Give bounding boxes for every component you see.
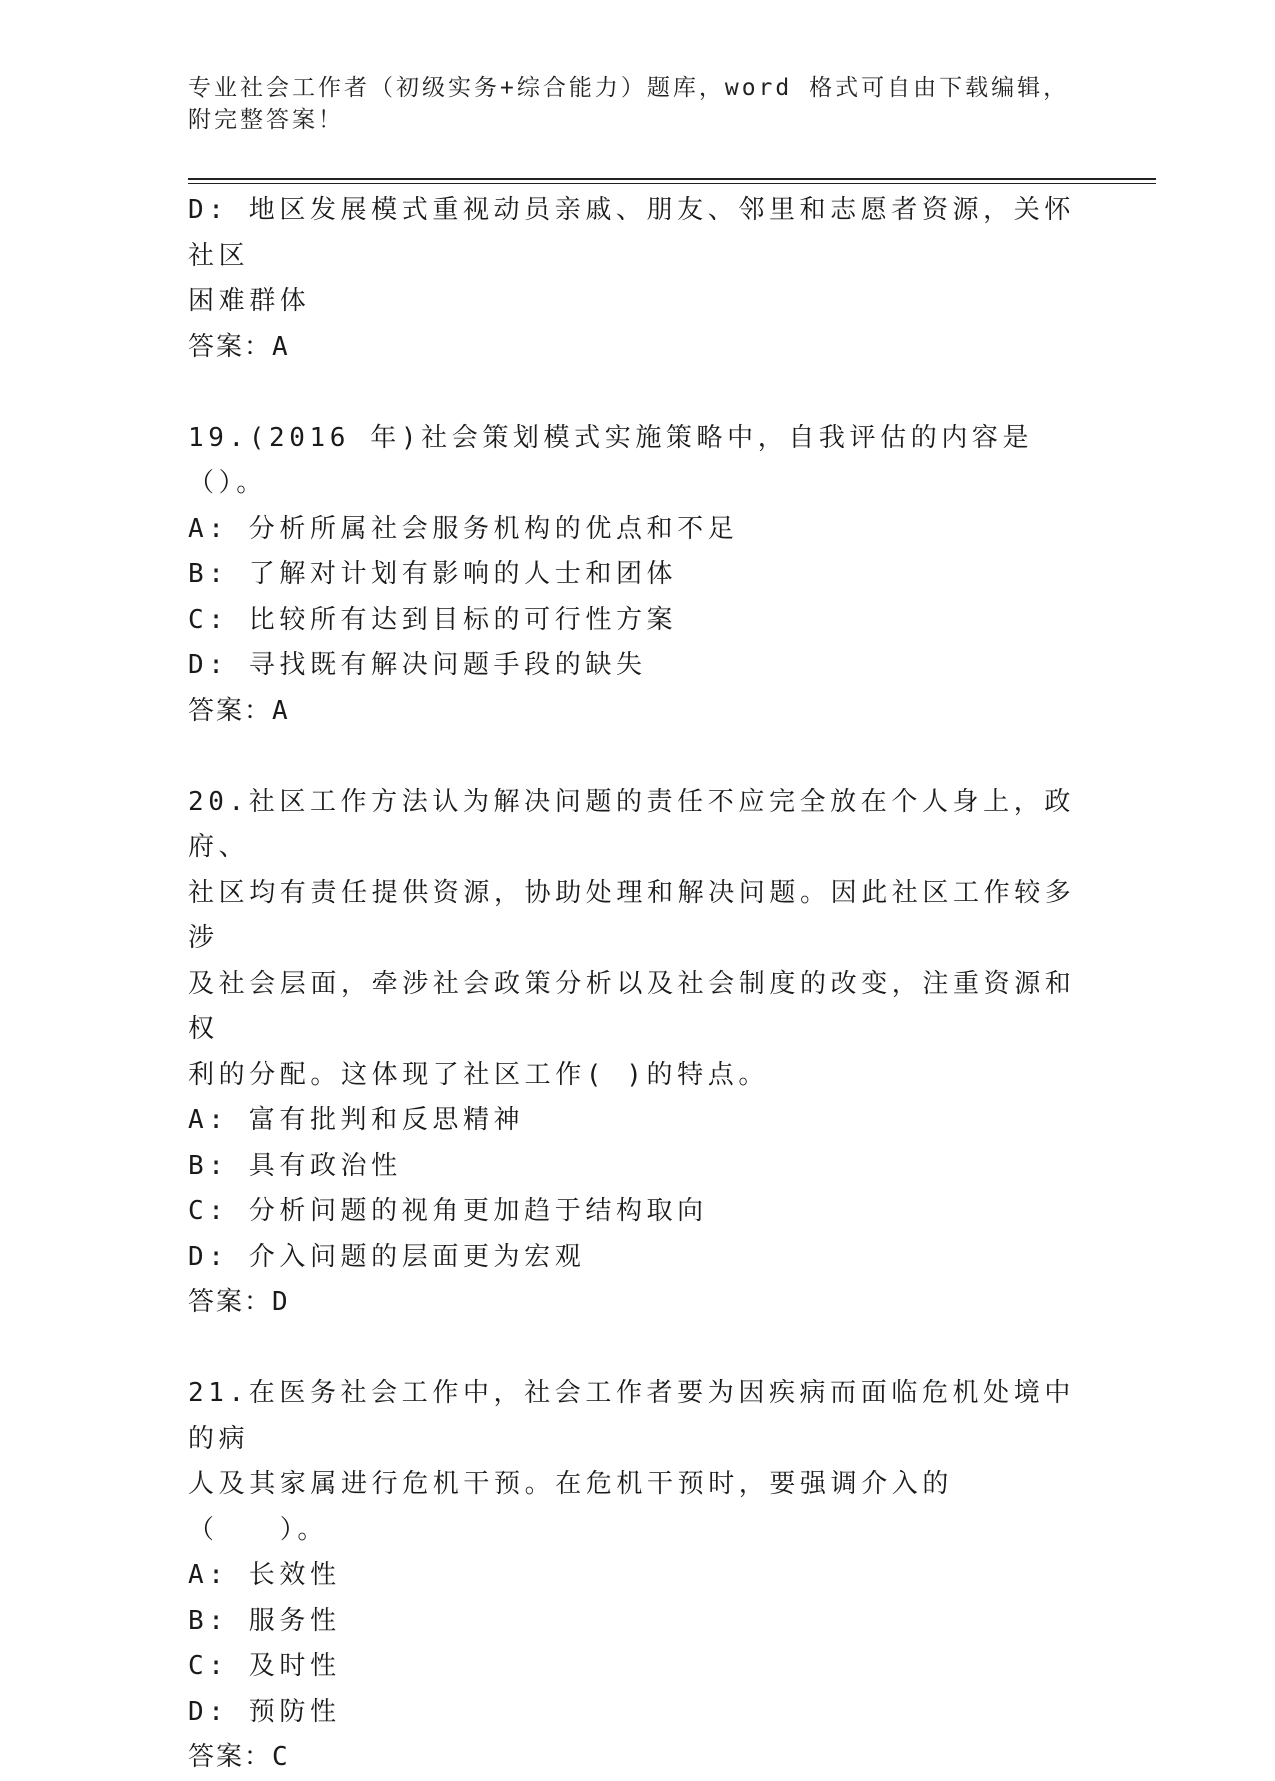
question-21 — [188, 1371, 1088, 1781]
option-a: A: 分析所属社会服务机构的优点和不足 — [188, 513, 739, 544]
question-stem-line: 利的分配。这体现了社区工作( )的特点。 — [188, 1059, 769, 1090]
question-stem-line: 21.在医务社会工作中，社会工作者要为因疾病而面临危机处境中的病 — [188, 1378, 1075, 1454]
answer-line: 答案：A — [188, 695, 290, 726]
answer-line: 答案：D — [188, 1287, 290, 1317]
option-c: C: 分析问题的视角更加趋于结构取向 — [188, 1196, 708, 1226]
spacer — [188, 1326, 1088, 1372]
question-stem-line: 社区均有责任提供资源，协助处理和解决问题。因此社区工作较多涉 — [188, 877, 1076, 953]
question-20 — [188, 780, 1088, 1326]
option-d: D: 地区发展模式重视动员亲戚、朋友、邻里和志愿者资源，关怀社区 — [188, 195, 1075, 271]
option-d: D: 预防性 — [188, 1696, 341, 1727]
answer-line: 答案：C — [188, 1742, 290, 1772]
header-rule-bottom — [188, 183, 1156, 184]
option-d: D: 介入问题的层面更为宏观 — [188, 1241, 586, 1272]
option-b: B: 了解对计划有影响的人士和团体 — [188, 559, 678, 589]
question-19 — [188, 416, 1088, 735]
document-header: 专业社会工作者（初级实务+综合能力）题库，word 格式可自由下载编辑，附完整答案！ — [188, 75, 1070, 133]
answer-line: 答案：A — [188, 331, 290, 362]
spacer — [188, 370, 1088, 416]
question-stem-line: 人及其家属进行危机干预。在危机干预时，要强调介入的（ ）。 — [188, 1469, 954, 1545]
header-rule-top — [188, 178, 1156, 180]
question-stem: 19.(2016 年)社会策划模式实施策略中，自我评估的内容是（）。 — [188, 422, 1034, 498]
prev-question-tail — [188, 188, 1088, 370]
option-b: B: 服务性 — [188, 1605, 341, 1636]
option-a: A: 富有批判和反思精神 — [188, 1105, 525, 1135]
option-b: B: 具有政治性 — [188, 1150, 402, 1181]
option-d: D: 寻找既有解决问题手段的缺失 — [188, 650, 647, 680]
option-d-continued: 困难群体 — [188, 286, 311, 316]
question-content — [188, 188, 1088, 1781]
spacer — [188, 734, 1088, 780]
question-stem-line: 及社会层面，牵涉社会政策分析以及社会制度的改变，注重资源和权 — [188, 968, 1076, 1044]
question-stem-line: 20.社区工作方法认为解决问题的责任不应完全放在个人身上，政府、 — [188, 786, 1075, 862]
option-a: A: 长效性 — [188, 1560, 341, 1590]
option-c: C: 及时性 — [188, 1651, 341, 1681]
option-c: C: 比较所有达到目标的可行性方案 — [188, 604, 678, 635]
